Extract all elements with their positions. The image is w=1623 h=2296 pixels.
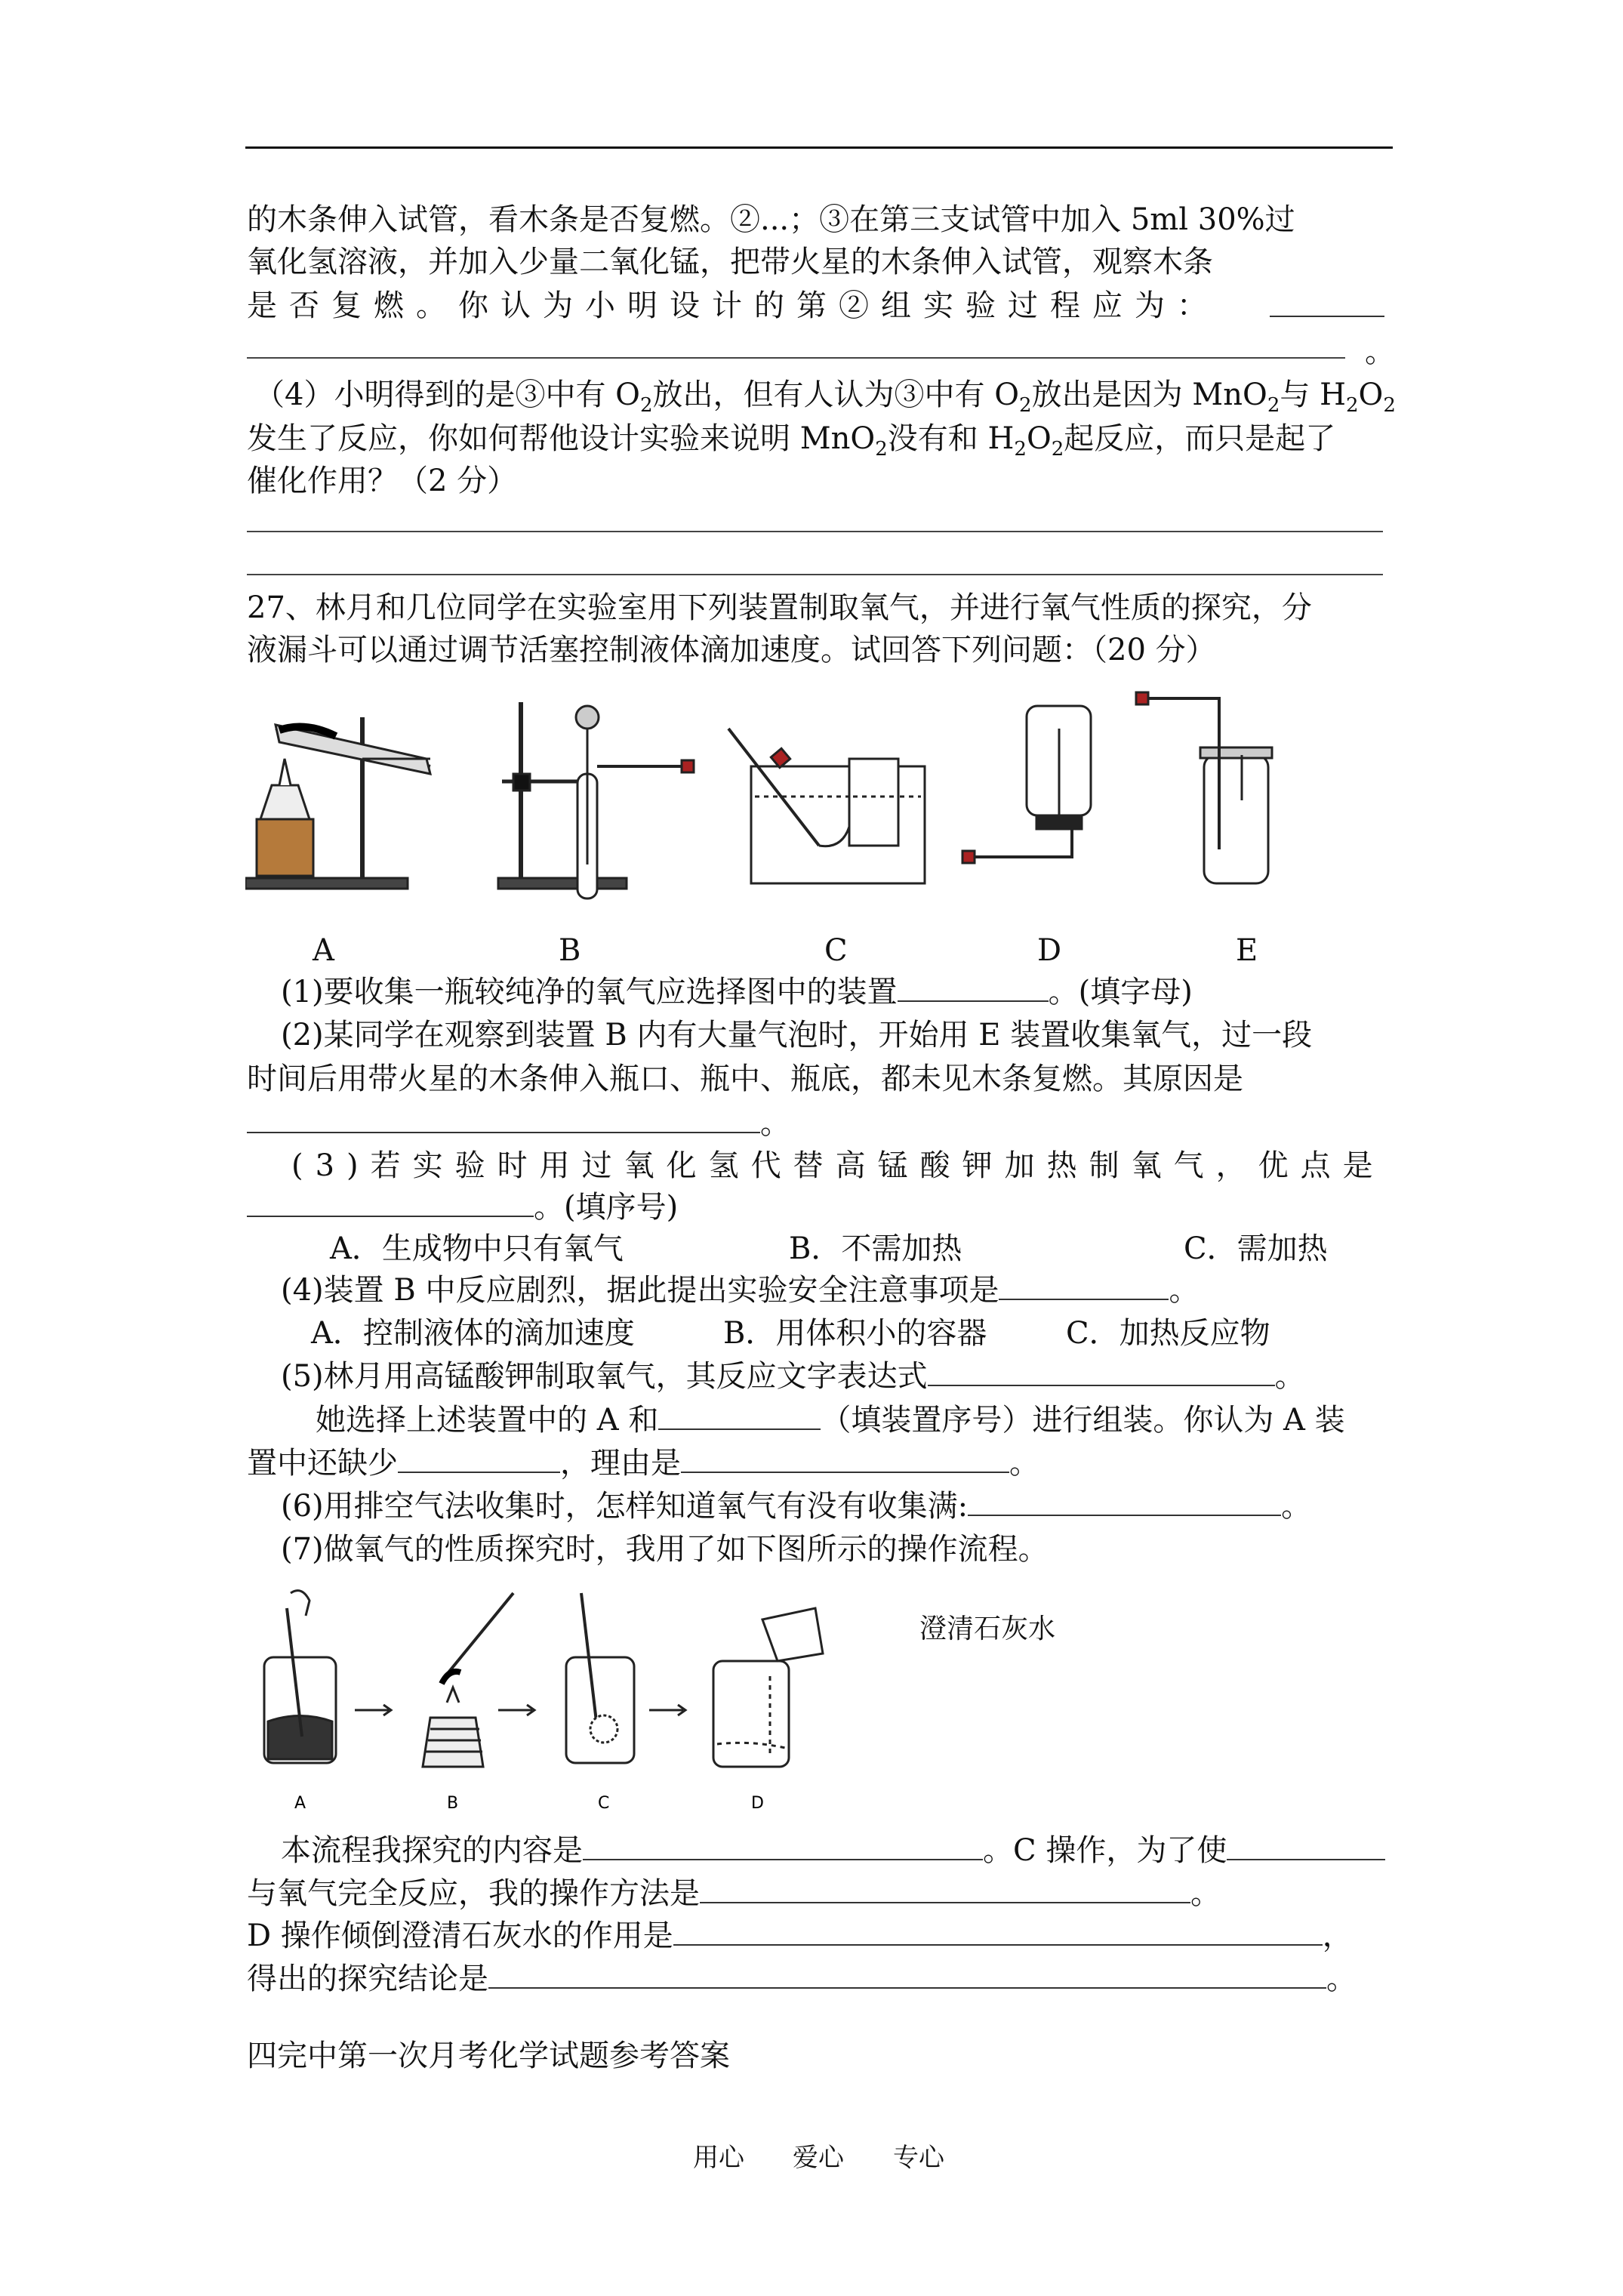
question-4 bbox=[281, 1271, 1199, 1310]
option: B．用体积小的容器 bbox=[723, 1316, 987, 1351]
footer-text: 用心 bbox=[693, 2143, 744, 2173]
text-line bbox=[247, 1188, 678, 1227]
answer-blank[interactable] bbox=[247, 531, 1383, 532]
text-span: （填装置序号）进行组装。你认为 A 装 bbox=[821, 1403, 1345, 1438]
text-span: 。 bbox=[1009, 1446, 1039, 1481]
answer-blank[interactable] bbox=[247, 357, 1345, 359]
text-span: 置中还缺少 bbox=[247, 1446, 398, 1481]
flow-step-c bbox=[566, 1593, 634, 1763]
answer-blank[interactable] bbox=[700, 1875, 1190, 1903]
text-span: ， bbox=[1322, 1918, 1353, 1953]
flow-step-a bbox=[264, 1591, 336, 1763]
text-span: O bbox=[1026, 421, 1052, 456]
text-span: 她选择上述装置中的 A 和 bbox=[316, 1403, 659, 1438]
text-span: 。 bbox=[1190, 1876, 1221, 1911]
answer-blank[interactable] bbox=[1227, 1832, 1385, 1860]
question-1 bbox=[281, 972, 1193, 1012]
header-rule bbox=[245, 146, 1393, 149]
apparatus-d bbox=[962, 706, 1091, 863]
subscript: 2 bbox=[1019, 394, 1032, 417]
subscript: 2 bbox=[1014, 438, 1027, 461]
answer-blank[interactable] bbox=[247, 574, 1383, 575]
apparatus-a bbox=[245, 717, 430, 889]
answer-blank[interactable] bbox=[658, 1401, 821, 1430]
text-span: (6)用排空气法收集时，怎样知道氧气有没有收集满: bbox=[281, 1489, 969, 1524]
text-span: 。 bbox=[1169, 1273, 1200, 1308]
apparatus-label: A bbox=[313, 933, 334, 968]
apparatus-b bbox=[498, 702, 694, 898]
text-span: 。C 操作，为了使 bbox=[983, 1833, 1227, 1868]
text-line bbox=[281, 1831, 1385, 1870]
flow-figure bbox=[249, 1578, 929, 1820]
text-span: O bbox=[1358, 378, 1384, 412]
footer-text: 专心 bbox=[893, 2143, 944, 2173]
flow-step-b bbox=[423, 1593, 513, 1767]
text-line: 催化作用？（2 分） bbox=[247, 464, 518, 498]
text-span: 发生了反应，你如何帮他设计实验来说明 MnO bbox=[247, 421, 876, 456]
text-span: (4)装置 B 中反应剧烈，据此提出实验安全注意事项是 bbox=[281, 1273, 999, 1308]
text-span: （4）小明得到的是③中有 O bbox=[254, 378, 640, 412]
answer-blank[interactable] bbox=[968, 1487, 1281, 1516]
text-span: 与氧气完全反应，我的操作方法是 bbox=[247, 1876, 700, 1911]
text-span: D 操作倾倒澄清石灰水的作用是 bbox=[247, 1918, 673, 1953]
subscript: 2 bbox=[1383, 394, 1396, 417]
answer-blank[interactable] bbox=[898, 973, 1049, 1002]
text-span: 没有和 H bbox=[887, 421, 1015, 456]
option: A．生成物中只有氧气 bbox=[330, 1231, 624, 1266]
answer-blank[interactable] bbox=[1270, 288, 1384, 317]
option: C．需加热 bbox=[1184, 1231, 1328, 1266]
answer-blank[interactable] bbox=[999, 1271, 1169, 1300]
apparatus-label: B bbox=[559, 933, 581, 968]
text-line bbox=[316, 1401, 1345, 1440]
text-line bbox=[247, 1916, 1353, 1955]
text-span: 。 bbox=[1281, 1489, 1312, 1524]
answer-blank[interactable] bbox=[247, 1105, 760, 1133]
answer-title: 四完中第一次月考化学试题参考答案 bbox=[247, 2039, 730, 2073]
text-line: 时间后用带火星的木条伸入瓶口、瓶中、瓶底，都未见木条复燃。其原因是 bbox=[247, 1062, 1243, 1096]
text-span: (1)要收集一瓶较纯净的氧气应选择图中的装置 bbox=[281, 975, 898, 1009]
text-span: (5)林月用高锰酸钾制取氧气，其反应文字表达式 bbox=[281, 1359, 928, 1394]
answer-blank[interactable] bbox=[583, 1832, 983, 1860]
apparatus-label: E bbox=[1236, 933, 1258, 968]
text-line: 氧化氢溶液，并加入少量二氧化锰，把带火星的木条伸入试管，观察木条 bbox=[247, 245, 1213, 279]
flow-label: C bbox=[598, 1794, 610, 1813]
subscript: 2 bbox=[1345, 394, 1359, 417]
text-line bbox=[247, 1444, 1039, 1483]
limewater-label: 澄清石灰水 bbox=[919, 1613, 1056, 1644]
text-span: 放出是因为 MnO bbox=[1031, 378, 1267, 412]
option: A．控制液体的滴加速度 bbox=[311, 1316, 635, 1351]
text-line: 液漏斗可以通过调节活塞控制液体滴加速度。试回答下列问题：（20 分） bbox=[247, 633, 1216, 667]
text-line: 。 bbox=[1365, 334, 1395, 369]
subscript: 2 bbox=[1267, 394, 1280, 417]
question-27: 27、林月和几位同学在实验室用下列装置制取氧气，并进行氧气性质的探究，分 bbox=[247, 590, 1312, 625]
flow-label: A bbox=[294, 1794, 306, 1813]
text-span: ，理由是 bbox=[560, 1446, 681, 1481]
answer-blank[interactable] bbox=[398, 1444, 560, 1473]
question-2: (2)某同学在观察到装置 B 内有大量气泡时，开始用 E 装置收集氧气，过一段 bbox=[281, 1018, 1313, 1052]
question-3: (3)若实验时用过氧化氢代替高锰酸钾加热制氧气，优点是 bbox=[291, 1148, 1385, 1183]
text-span: 是否复燃。你认为小明设计的第②组实验过程应为： bbox=[247, 288, 1219, 323]
answer-blank[interactable] bbox=[928, 1358, 1275, 1386]
text-line: 的木条伸入试管，看木条是否复燃。②...；③在第三支试管中加入 5ml 30%过 bbox=[247, 202, 1295, 237]
question-6 bbox=[281, 1487, 1311, 1526]
answer-blank[interactable] bbox=[247, 1188, 534, 1217]
question-7: (7)做氧气的性质探究时，我用了如下图所示的操作流程。 bbox=[281, 1532, 1049, 1567]
text-span: 。 bbox=[1274, 1359, 1305, 1394]
answer-blank[interactable] bbox=[681, 1444, 1009, 1473]
apparatus-e bbox=[1136, 692, 1272, 883]
text-span: 起反应，而只是起了 bbox=[1064, 421, 1336, 456]
option: C．加热反应物 bbox=[1066, 1316, 1270, 1351]
apparatus-figure bbox=[245, 683, 1302, 902]
text-line bbox=[247, 1874, 1221, 1913]
text-span: 得出的探究结论是 bbox=[247, 1962, 488, 1996]
text-line bbox=[254, 375, 1396, 425]
apparatus-label: D bbox=[1037, 933, 1062, 968]
text-span: 放出，但有人认为③中有 O bbox=[652, 378, 1020, 412]
apparatus-c bbox=[728, 729, 925, 883]
flow-step-d bbox=[713, 1608, 823, 1767]
footer-text: 爱心 bbox=[793, 2143, 844, 2173]
text-line bbox=[247, 1959, 1357, 1999]
subscript: 2 bbox=[1051, 438, 1064, 461]
apparatus-label: C bbox=[824, 933, 848, 968]
flow-label: B bbox=[447, 1794, 459, 1813]
subscript: 2 bbox=[875, 438, 888, 461]
text-span: 。(填字母) bbox=[1048, 975, 1193, 1009]
answer-blank[interactable] bbox=[488, 1960, 1326, 1989]
text-span: 。(填序号) bbox=[534, 1190, 679, 1225]
question-5 bbox=[281, 1357, 1305, 1396]
text-line bbox=[247, 286, 1219, 325]
text-line bbox=[247, 1104, 790, 1143]
text-span: 。 bbox=[760, 1106, 790, 1141]
subscript: 2 bbox=[639, 394, 653, 417]
option: B．不需加热 bbox=[789, 1231, 962, 1266]
text-span: 。 bbox=[1326, 1962, 1357, 1996]
flow-label: D bbox=[751, 1794, 764, 1813]
answer-blank[interactable] bbox=[673, 1917, 1323, 1946]
text-span: 与 H bbox=[1280, 378, 1346, 412]
text-span: 本流程我探究的内容是 bbox=[281, 1833, 583, 1868]
